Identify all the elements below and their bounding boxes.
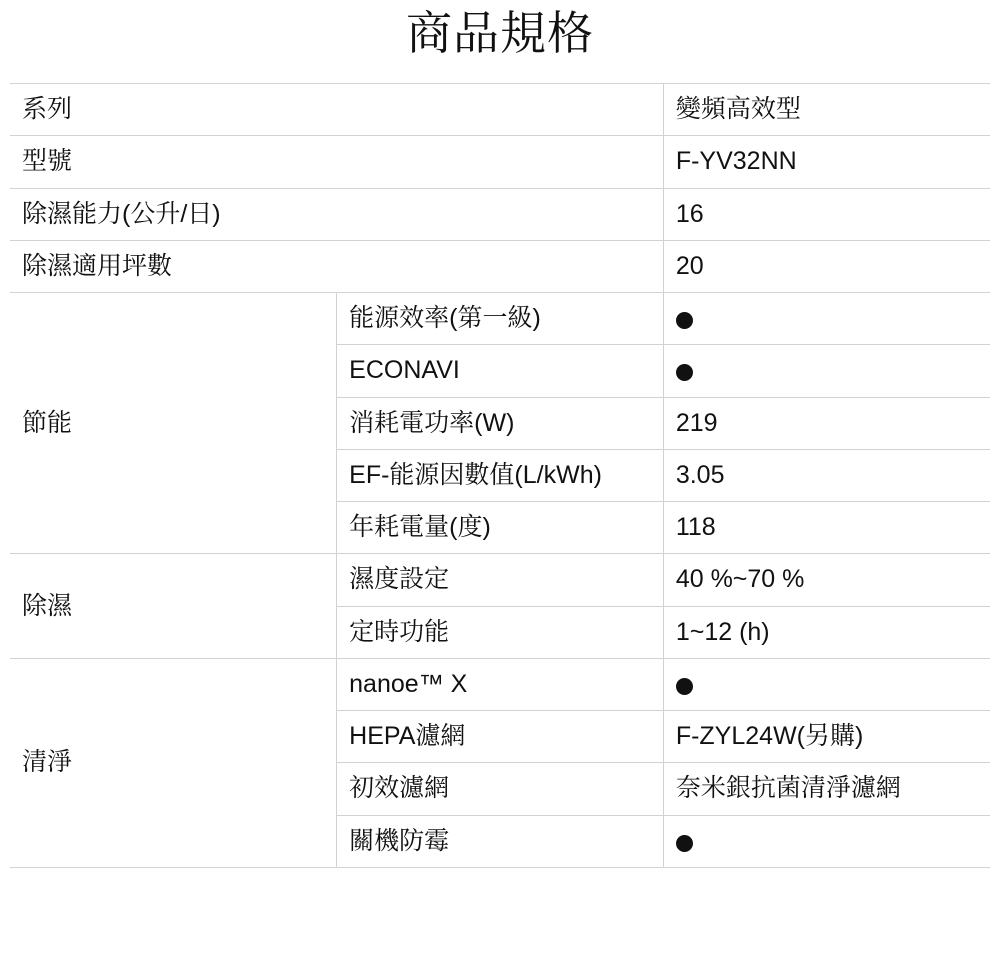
- row-label: 關機防霉: [337, 815, 664, 867]
- row-label: 型號: [10, 136, 663, 188]
- spec-sheet-page: [0, 6, 1000, 956]
- row-value: [663, 815, 990, 867]
- row-value: 40 %~70 %: [663, 554, 990, 606]
- row-value: 20: [663, 240, 990, 292]
- row-value: F-ZYL24W(另購): [663, 711, 990, 763]
- row-value: [663, 658, 990, 710]
- row-value: [663, 293, 990, 345]
- table-row: [10, 84, 990, 136]
- filled-dot-icon: [676, 312, 693, 329]
- row-label: 除濕能力(公升/日): [10, 188, 663, 240]
- filled-dot-icon: [676, 835, 693, 852]
- row-label: 系列: [10, 84, 663, 136]
- row-value: 1~12 (h): [663, 606, 990, 658]
- table-row: [10, 188, 990, 240]
- row-label: HEPA濾網: [337, 711, 664, 763]
- row-category: 除濕: [10, 554, 337, 659]
- row-value: 219: [663, 397, 990, 449]
- row-value: 3.05: [663, 449, 990, 501]
- page-title: 商品規格: [406, 7, 594, 59]
- row-category: 節能: [10, 293, 337, 554]
- row-label: 除濕適用坪數: [10, 240, 663, 292]
- row-label: 能源效率(第一級): [337, 293, 664, 345]
- row-value: 變頻高效型: [663, 84, 990, 136]
- row-label: 消耗電功率(W): [337, 397, 664, 449]
- filled-dot-icon: [676, 678, 693, 695]
- row-label: EF-能源因數值(L/kWh): [337, 449, 664, 501]
- row-value: [663, 345, 990, 397]
- row-label: 濕度設定: [337, 554, 664, 606]
- table-row: [10, 293, 990, 345]
- filled-dot-icon: [676, 364, 693, 381]
- row-value: F-YV32NN: [663, 136, 990, 188]
- table-row: [10, 554, 990, 606]
- row-label: nanoe™ X: [337, 658, 664, 710]
- row-value: 16: [663, 188, 990, 240]
- table-row: [10, 658, 990, 710]
- table-row: [10, 240, 990, 292]
- row-label: ECONAVI: [337, 345, 664, 397]
- row-value: 奈米銀抗菌清淨濾網: [663, 763, 990, 815]
- row-label: 年耗電量(度): [337, 502, 664, 554]
- row-category: 清淨: [10, 658, 337, 867]
- row-label: 初效濾網: [337, 763, 664, 815]
- specifications-table: [10, 83, 990, 868]
- table-row: [10, 136, 990, 188]
- row-label: 定時功能: [337, 606, 664, 658]
- row-value: 118: [663, 502, 990, 554]
